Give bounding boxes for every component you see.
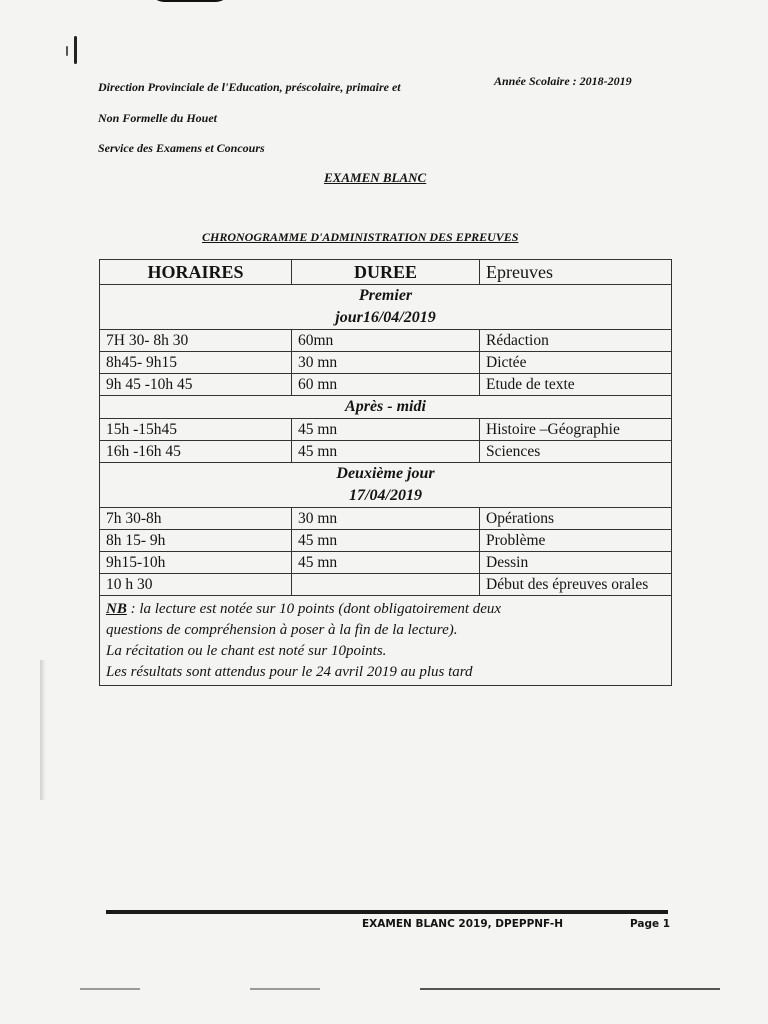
table-row: [100, 574, 672, 596]
table-row: [100, 419, 672, 441]
table-header-row: [100, 260, 672, 285]
cell-horaire: 7h 30-8h: [100, 508, 292, 530]
table-row: [100, 552, 672, 574]
table-row: [100, 374, 672, 396]
table-row: [100, 441, 672, 463]
cell-epreuve: Début des épreuves orales: [480, 574, 672, 596]
cell-duree: 45 mn: [292, 552, 480, 574]
day1-label-line1: Premier: [358, 287, 413, 304]
cell-horaire: 16h -16h 45: [100, 441, 292, 463]
header-duree: DUREE: [292, 260, 480, 285]
nb-line-2: questions de compréhension à poser à la fin de la lecture).: [106, 622, 458, 638]
scan-artifact-rule: [420, 988, 720, 990]
nb-line-3: La récitation ou le chant est noté sur 10points.: [106, 643, 387, 659]
nb-label: NB: [106, 601, 127, 617]
cell-epreuve: Rédaction: [480, 330, 672, 352]
scan-artifact-rule: [250, 988, 320, 990]
margin-mark: [74, 36, 77, 64]
day2-label-line1: Deuxième jour: [336, 465, 435, 482]
cell-epreuve: Sciences: [480, 441, 672, 463]
school-year: Année Scolaire : 2018-2019: [494, 74, 632, 88]
section-day-1: [100, 285, 672, 330]
cell-duree: 60mn: [292, 330, 480, 352]
section-day-2: [100, 463, 672, 508]
scan-shadow: [40, 660, 46, 800]
direction-line-1: Direction Provinciale de l'Education, préscolaire, primaire et: [98, 80, 401, 94]
header-horaires: HORAIRES: [100, 260, 292, 285]
cell-duree: 60 mn: [292, 374, 480, 396]
cell-duree: [292, 574, 480, 596]
nb-row: [100, 596, 672, 686]
cell-epreuve: Histoire –Géographie: [480, 419, 672, 441]
cell-horaire: 9h15-10h: [100, 552, 292, 574]
footer-text: EXAMEN BLANC 2019, DPEPPNF-H: [362, 918, 564, 930]
nb-line-4: Les résultats sont attendus pour le 24 avril 2019 au plus tard: [106, 664, 473, 680]
day1-label-line2: jour16/04/2019: [335, 309, 436, 326]
cell-duree: 30 mn: [292, 352, 480, 374]
cell-duree: 30 mn: [292, 508, 480, 530]
service-line: Service des Examens et Concours: [98, 141, 265, 155]
cell-epreuve: Dessin: [480, 552, 672, 574]
cell-epreuve: Opérations: [480, 508, 672, 530]
document-title: EXAMEN BLANC: [324, 170, 427, 185]
cell-horaire: 9h 45 -10h 45: [100, 374, 292, 396]
nb-note: [100, 596, 672, 686]
table-row: [100, 352, 672, 374]
document-subtitle: CHRONOGRAMME D'ADMINISTRATION DES EPREUVES: [202, 230, 519, 244]
header-epreuves: Epreuves: [480, 260, 672, 285]
day2-label-line2: 17/04/2019: [349, 487, 422, 504]
margin-mark-small: [66, 46, 68, 56]
cell-epreuve: Etude de texte: [480, 374, 672, 396]
schedule-table: [99, 259, 672, 686]
table-row: [100, 330, 672, 352]
direction-line-2: Non Formelle du Houet: [98, 111, 218, 125]
page-number: Page 1: [630, 918, 671, 930]
cell-horaire: 15h -15h45: [100, 419, 292, 441]
cell-epreuve: Dictée: [480, 352, 672, 374]
nb-line-1: : la lecture est notée sur 10 points (dont obligatoirement deux: [126, 601, 502, 617]
day2-label: [100, 463, 672, 508]
cell-duree: 45 mn: [292, 530, 480, 552]
footer-rule: [106, 910, 668, 914]
table-row: [100, 508, 672, 530]
day1-label: [100, 285, 672, 330]
cell-epreuve: Problème: [480, 530, 672, 552]
cell-horaire: 8h 15- 9h: [100, 530, 292, 552]
section-afternoon: [100, 396, 672, 419]
cell-duree: 45 mn: [292, 441, 480, 463]
afternoon-label: Après - midi: [100, 396, 672, 419]
scan-artifact-rule: [80, 988, 140, 990]
table-row: [100, 530, 672, 552]
cell-horaire: 8h45- 9h15: [100, 352, 292, 374]
scan-artifact-top: [150, 0, 230, 2]
cell-duree: 45 mn: [292, 419, 480, 441]
cell-horaire: 10 h 30: [100, 574, 292, 596]
cell-horaire: 7H 30- 8h 30: [100, 330, 292, 352]
